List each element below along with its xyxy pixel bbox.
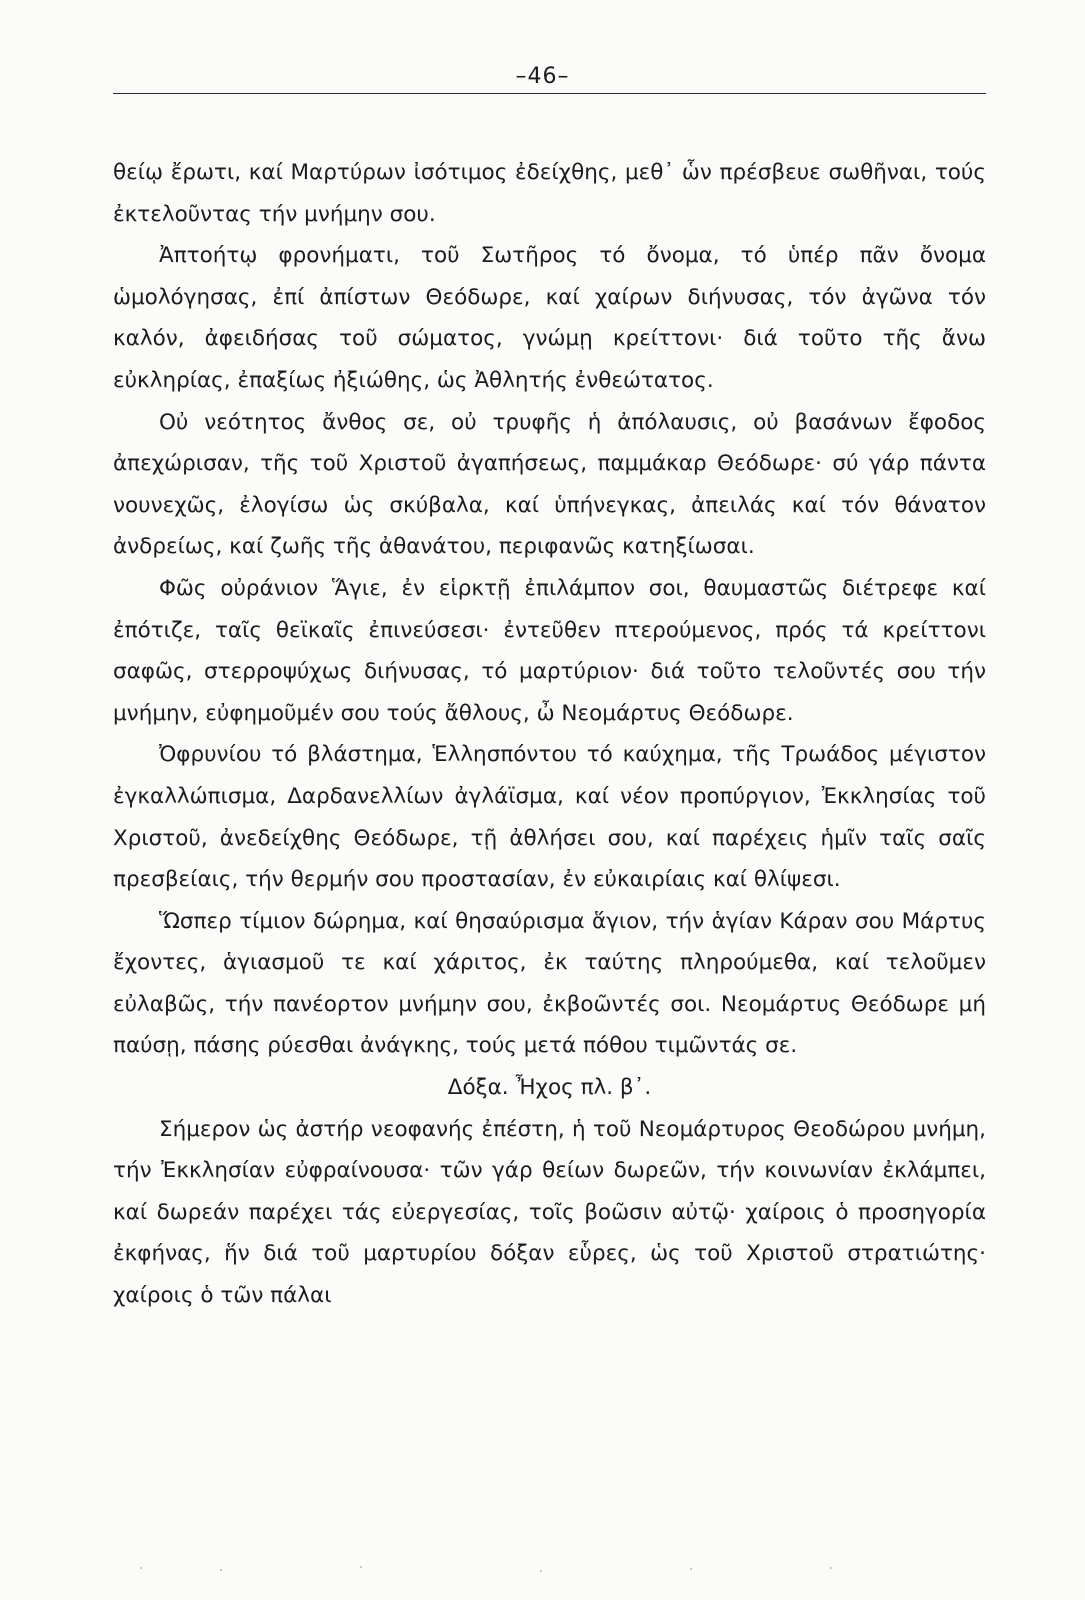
header-rule — [113, 93, 986, 94]
section-heading: Δόξα. Ἦχος πλ. β᾿. — [447, 1075, 652, 1101]
paragraph-1: θείῳ ἔρωτι, καί Μαρτύρων ἰσότιμος ἐδείχθης, μεθ᾿ ὧν πρέσβευε σωθῆναι, τούς ἐκτελοῦντας τήν μνήμην σου. — [113, 160, 986, 227]
paragraph-4: Φῶς οὐράνιον Ἅγιε, ἐν εἱρκτῇ ἐπιλάμπον σοι, θαυμαστῶς διέτρεφε καί ἐπότιζε, ταῖς θεϊκαῖς ἐπινεύσεσι· ἐντεῦθεν πτερούμενος, πρός τά κρείττονι σαφῶς, στερροψύχως διήνυσας, τό μαρτύριον· διά τοῦτο τελοῦντές σου τήν μνήμην, εὐφημοῦμέν σου τούς ἄθλους, ὦ Νεομάρτυς Θεόδωρε. — [113, 575, 986, 726]
page-number: –46– — [515, 64, 570, 89]
paragraph-5: Ὀφρυνίου τό βλάστημα, Ἑλλησπόντου τό καύχημα, τῆς Τρωάδος μέγιστον ἐγκαλλώπισμα, Δαρδανελλίων ἀγλάϊσμα, καί νέον προπύργιον, Ἐκκλησίας τοῦ Χριστοῦ, ἀνεδείχθης Θεόδωρε, τῇ ἀθλήσει σου, καί παρέχεις ἡμῖν ταῖς σαῖς πρεσβείαις, τήν θερμήν σου προστασίαν, ἐν εὐκαιρίαις καί θλίψεσι. — [113, 742, 986, 893]
paragraph-6: Ὥσπερ τίμιον δώρημα, καί θησαύρισμα ἅγιον, τήν ἁγίαν Κάραν σου Μάρτυς ἔχοντες, ἁγιασμοῦ τε καί χάριτος, ἐκ ταύτης πληρούμεθα, καί τελοῦμεν εὐλαβῶς, τήν πανέορτον μνήμην σου, ἐκβοῶντές σοι. Νεομάρτυς Θεόδωρε μή παύσῃ, πάσης ρύεσθαι ἀνάγκης, τούς μετά πόθου τιμῶντάς σε. — [113, 908, 986, 1059]
scan-specks — [130, 1565, 930, 1573]
paragraph-3: Οὐ νεότητος ἄνθος σε, οὐ τρυφῆς ἡ ἀπόλαυσις, οὐ βασάνων ἔφοδος ἀπεχώρισαν, τῆς τοῦ Χριστοῦ ἀγαπήσεως, παμμάκαρ Θεόδωρε· σύ γάρ πάντα νουνεχῶς, ἐλογίσω ὡς σκύβαλα, καί ὑπήνεγκας, ἀπειλάς καί τόν θάνατον ἀνδρείως, καί ζωῆς τῆς ἀθανάτου, περιφανῶς κατηξίωσαι. — [113, 409, 986, 560]
body-text — [113, 152, 986, 1317]
paragraph-2: Ἀπτοήτῳ φρονήματι, τοῦ Σωτῆρος τό ὄνομα, τό ὑπέρ πᾶν ὄνομα ὡμολόγησας, ἐπί ἀπίστων Θεόδωρε, καί χαίρων διήνυσας, τόν ἀγῶνα τόν καλόν, ἀφειδήσας τοῦ σώματος, γνώμῃ κρείττονι· διά τοῦτο τῆς ἄνω εὐκληρίας, ἐπαξίως ἠξιώθης, ὡς Ἀθλητής ἐνθεώτατος. — [113, 243, 986, 393]
final-paragraph: Σήμερον ὡς ἀστήρ νεοφανής ἐπέστη, ἡ τοῦ Νεομάρτυρος Θεοδώρου μνήμη, τήν Ἐκκλησίαν εὐφραίνουσα· τῶν γάρ θείων δωρεῶν, τήν κοινωνίαν ἐκλάμπει, καί δωρεάν παρέχει τάς εὐεργεσίας, τοῖς βοῶσιν αὐτῷ· χαίροις ὁ προσηγορία ἐκφήνας, ἥν διά τοῦ μαρτυρίου δόξαν εὗρες, ὡς τοῦ Χριστοῦ στρατιώτης· χαίροις ὁ τῶν πάλαι — [113, 1116, 986, 1309]
